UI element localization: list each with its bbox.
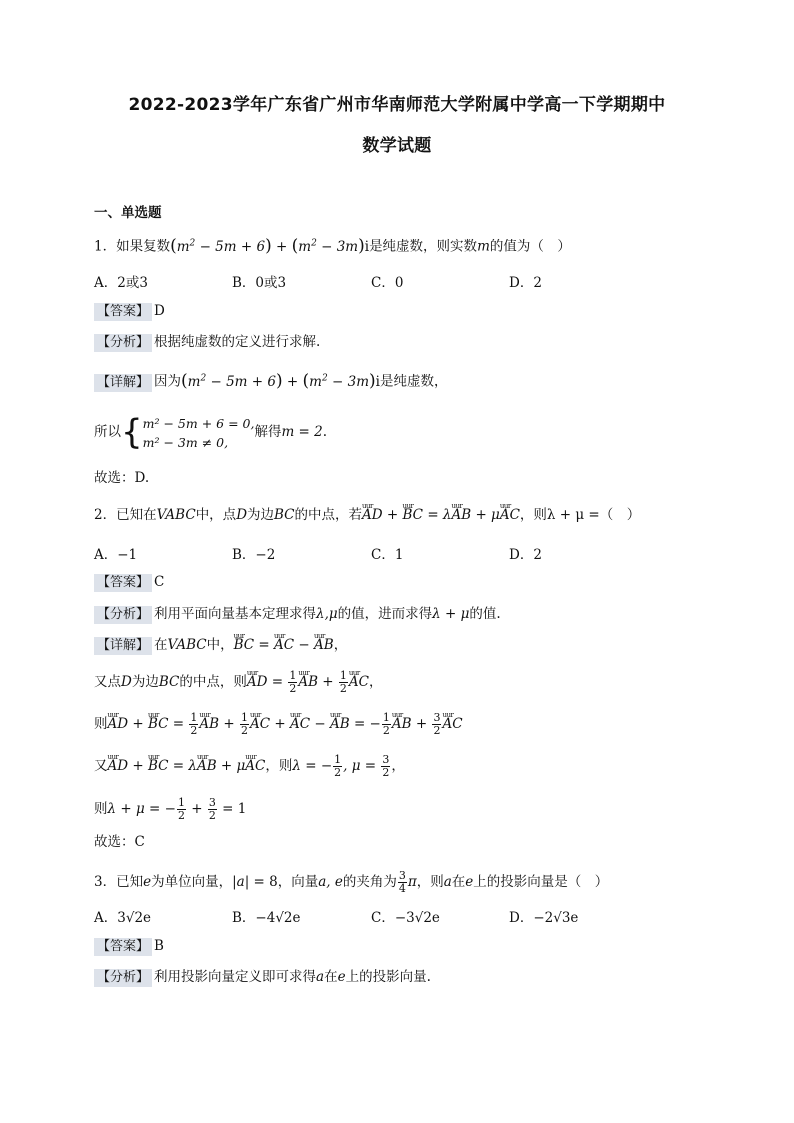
q3-analysis: 【分析】 利用投影向量定义即可求得a在e上的投影向量. [94, 968, 431, 987]
q2-stem: 2．已知在VABC中，点D为边BC的中点，若uur AD + uur BC = λuur AB + μuur AC，则λ + μ =（ ） [94, 506, 640, 524]
q3-option-a: A．3√2e [94, 910, 152, 926]
q2-option-d: D．2 [509, 547, 542, 563]
analysis-tag: 【分析】 [94, 334, 152, 352]
q1-option-a: A．2或3 [94, 275, 148, 291]
q1-option-c: C．0 [371, 275, 404, 291]
q2-option-a: A．−1 [94, 547, 138, 563]
section-heading: 一、单选题 [94, 205, 162, 221]
q2-option-c: C．1 [371, 547, 404, 563]
q2-line2: 又点D为边BC的中点，则uur AD = $\frac{1}{2}$ uur AB + $\frac{1}{2}$ uur AC， [94, 670, 383, 695]
q3-option-c: C．−3√2e [371, 910, 440, 926]
q1-option-b: B．0或3 [232, 275, 287, 291]
q3-option-b: B．−4√2e [232, 910, 301, 926]
doc-title-line2: 数学试题 [362, 136, 432, 156]
q3-answer: 【答案】 B [94, 937, 164, 956]
q2-line3: 则uur AD + uur BC = $\frac{1}{2}$ uur AB + $\frac{1}{2}$ uur AC + uur AC − uur AB = − $\frac{1}{2}$ uur AB + $\frac{3}{2}$ uur AC [94, 712, 463, 737]
q1-stem: 1．如果复数$(m^2 - 5m + 6) + (m^2 - 3m)i$是纯虚数，则实数m的值为（ ） [94, 235, 571, 256]
q1-system: 所以{m² − 5m + 6 = 0, m² − 3m ≠ 0,解得m = 2. [94, 412, 328, 453]
q3-stem: 3．已知e为单位向量，|a| = 8，向量a, e的夹角为 $\frac{3}{4}$ π，则a在e上的投影向量是（ ） [94, 869, 609, 895]
q2-answer: 【答案】 C [94, 573, 164, 592]
q2-line4: 又uur AD + uur BC = λuur AB + μuur AC，则λ = − $\frac{1}{2}$ , μ = $\frac{3}{2}$ ， [94, 754, 405, 779]
q1-answer: 【答案】 D [94, 302, 165, 321]
q2-option-b: B．−2 [232, 547, 276, 563]
q3-option-d: D．−2√3e [509, 910, 579, 926]
answer-tag: 【答案】 [94, 303, 152, 321]
q1-option-d: D．2 [509, 275, 542, 291]
q1-analysis: 【分析】 根据纯虚数的定义进行求解. [94, 333, 320, 352]
q2-analysis: 【分析】 利用平面向量基本定理求得λ,μ的值，进而求得λ + μ的值. [94, 605, 501, 624]
doc-title-line1: 2022-2023学年广东省广州市华南师范大学附属中学高一下学期期中 [128, 95, 666, 115]
q2-line5: 则λ + μ = − $\frac{1}{2}$ + $\frac{3}{2}$ = 1 [94, 796, 247, 822]
detail-tag: 【详解】 [94, 374, 152, 392]
q2-choose: 故选：C [94, 834, 145, 850]
q1-choose: 故选：D. [94, 470, 150, 486]
q1-detail: 【详解】 因为$(m^2 - 5m + 6) + (m^2 - 3m)i$是纯虚数， [94, 369, 447, 392]
q2-detail: 【详解】 在VABC中，uur BC = uur AC − uur AB， [94, 636, 347, 655]
